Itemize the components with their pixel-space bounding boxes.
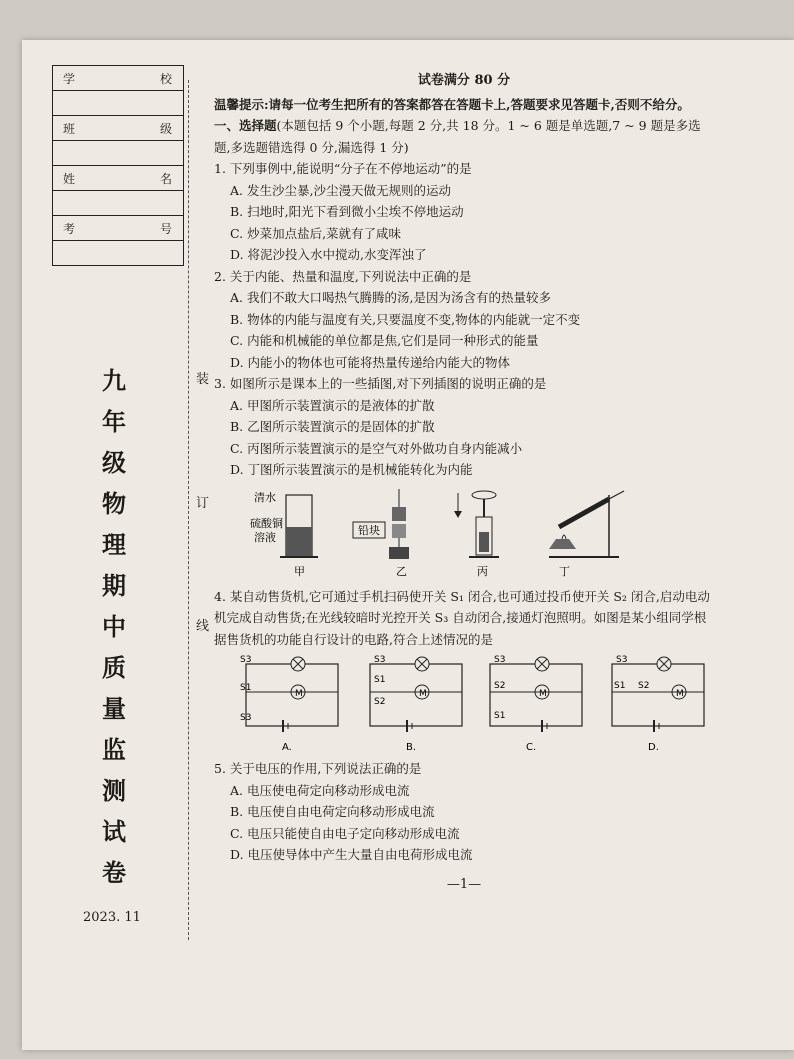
binding-line [188,80,189,940]
exam-number-field[interactable] [53,241,184,266]
switch-label: S3 [494,655,506,665]
circuit-b [362,654,472,754]
figure-yi [353,489,409,578]
exam-content [214,70,714,895]
question-stem: 1. 下列事例中,能说明“分子在不停地运动”的是 [214,161,472,176]
info-label: 班 [63,121,77,136]
section-desc: (本题包括 9 个小题,每题 2 分,共 18 分。1 ~ 6 题是单选题,7 ~ 9 题是多选题,多选题错选得 0 分,漏选得 1 分) [214,118,701,155]
student-info-table [52,65,184,266]
title-char: 理 [102,530,126,559]
switch-label: S3 [240,655,252,665]
option: A. 我们不敢大口喝热气腾腾的汤,是因为汤含有的热量较多 [230,290,551,305]
info-label: 级 [159,121,173,136]
page-number: —1— [446,876,482,892]
info-label: 学 [63,71,77,86]
title-char: 中 [102,612,126,641]
section-title: 一、选择题 [214,118,277,133]
question-stem: 5. 关于电压的作用,下列说法正确的是 [214,761,422,776]
title-char: 监 [102,735,126,764]
option: B. 扫地时,阳光下看到微小尘埃不停地运动 [230,204,464,219]
option: B. 物体的内能与温度有关,只要温度不变,物体的内能就一定不变 [230,311,581,327]
option: D. 将泥沙投入水中搅动,水变浑浊了 [230,247,427,262]
circuit-label: C. [526,742,537,753]
circuit-label: B. [406,742,417,753]
figure-bing [454,491,499,578]
motor-label: M [419,689,427,699]
info-row [53,216,184,241]
info-label: 姓 [63,171,77,186]
switch-label: S3 [240,713,252,723]
option: B. 电压使自由电荷定向移动形成电流 [230,804,435,819]
info-row [53,141,184,166]
q4-circuits [214,654,714,754]
label-cuso4-2: 溶液 [254,530,276,544]
title-char: 期 [102,571,126,600]
switch-label: S1 [494,711,506,721]
switch-label: S2 [494,681,506,691]
option: C. 炒菜加点盐后,菜就有了咸味 [230,225,402,241]
section-heading [214,115,714,158]
switch-label: S1 [240,683,252,693]
switch-label: S3 [616,655,628,665]
info-row [53,66,184,91]
title-char: 年 [102,407,126,436]
title-char: 九 [102,366,126,395]
exam-title-vertical [94,360,134,893]
option: D. 内能小的物体也可能将热量传递给内能大的物体 [230,354,511,370]
label-yi: 乙 [396,564,407,578]
motor-label: M [539,689,547,699]
info-row [53,191,184,216]
option: B. 乙图所示装置演示的是固体的扩散 [230,419,435,434]
option: C. 电压只能使自由电子定向移动形成电流 [230,825,460,841]
option: A. 甲图所示装置演示的是液体的扩散 [230,397,435,413]
option: C. 丙图所示装置演示的是空气对外做功自身内能减小 [230,440,523,456]
info-row [53,91,184,116]
info-row [53,166,184,191]
motor-label: M [295,689,303,699]
switch-label: S1 [614,681,626,691]
title-char: 质 [102,653,126,682]
switch-label: S2 [374,697,386,707]
score-note: 试卷满分 80 分 [417,73,511,88]
title-char: 卷 [102,858,126,887]
circuit-c [482,654,592,754]
school-field[interactable] [53,91,184,116]
label-water: 清水 [254,490,276,504]
title-char: 级 [102,448,126,477]
label-cuso4-1: 硫酸铜 [250,516,283,530]
exam-date: 2023. 11 [83,910,141,925]
class-field[interactable] [53,141,184,166]
question-stem: 2. 关于内能、热量和温度,下列说法中正确的是 [214,268,472,284]
binding-mark: 线 [196,615,209,634]
title-char: 测 [102,776,126,805]
option: C. 内能和机械能的单位都是焦,它们是同一种形式的能量 [230,333,539,348]
name-field[interactable] [53,191,184,216]
info-label: 校 [159,71,173,86]
switch-label: S2 [638,681,650,691]
title-char: 量 [102,694,126,723]
label-lead: 铅块 [358,523,380,537]
question-stem: 3. 如图所示是课本上的一些插图,对下列插图的说明正确的是 [214,376,547,391]
label-bing: 丙 [477,564,488,578]
switch-label: S3 [374,655,386,665]
info-label: 考 [63,221,77,236]
option: D. 电压使导体中产生大量自由电荷形成电流 [230,847,473,862]
info-label: 名 [159,171,173,186]
option: A. 电压使电荷定向移动形成电流 [230,782,410,798]
binding-mark: 装 [196,368,209,387]
switch-label: S1 [374,675,386,685]
figure-ding [549,491,624,578]
question-stem: 4. 某自动售货机,它可通过手机扫码使开关 S₁ 闭合,也可通过投币使开关 S₂ 闭合,启动电动机完成自动售货;在光线较暗时光控开关 S₃ 自动闭合,接通灯泡照明。如图是某小组同学根据售货机的功能自行设计的电路,符合上述情况的是 [214,588,710,647]
label-jia: 甲 [294,564,305,578]
option: A. 发生沙尘暴,沙尘漫天做无规则的运动 [230,182,451,198]
title-char: 试 [102,817,126,846]
circuit-label: A. [282,742,292,753]
figure-jia [250,490,318,578]
circuit-label: D. [648,742,659,753]
title-char: 物 [102,489,126,518]
info-row [53,241,184,266]
option: D. 丁图所示装置演示的是机械能转化为内能 [230,462,473,477]
q3-figures-svg [214,487,714,582]
circuit-a [238,654,348,754]
q3-figures [214,487,714,582]
label-ding: 丁 [559,564,570,578]
motor-label: M [676,689,684,699]
info-row [53,116,184,141]
tip: 温馨提示:请每一位考生把所有的答案都答在答题卡上,答题要求见答题卡,否则不给分。 [214,96,690,112]
circuit-d [604,654,714,754]
binding-mark: 订 [196,492,209,511]
info-label: 号 [159,221,173,236]
